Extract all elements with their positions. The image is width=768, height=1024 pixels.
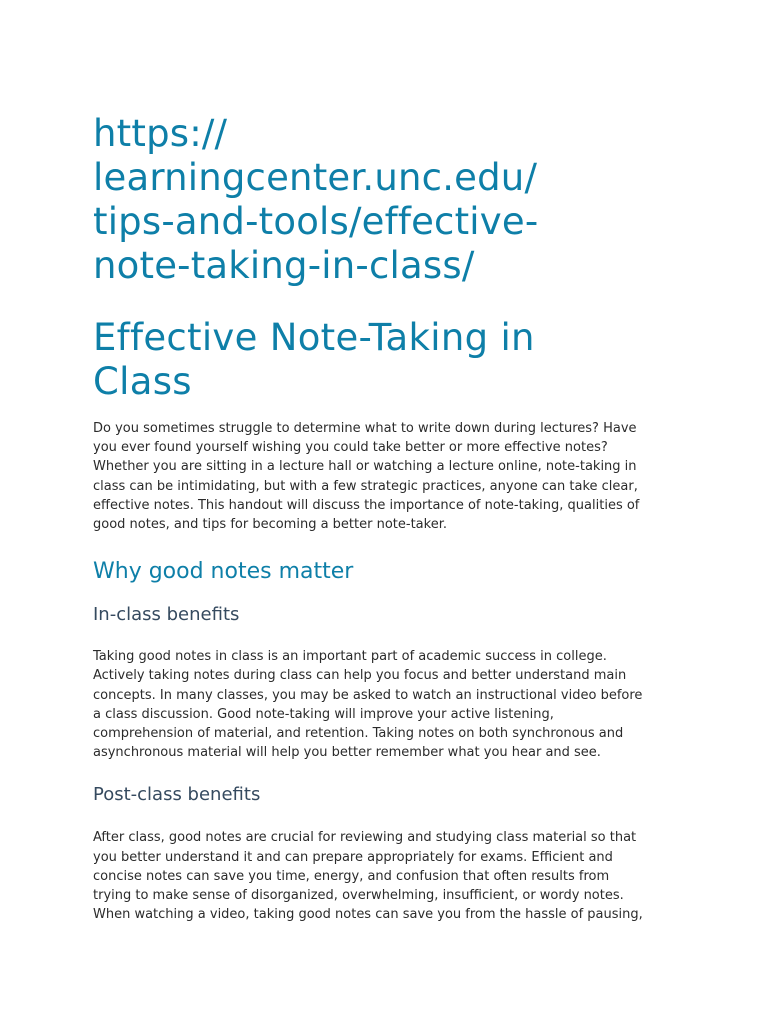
source-url-heading [93, 112, 683, 288]
text-line: When watching a video, taking good notes can save you from the hassle of pausing, [93, 907, 643, 923]
text-line: Whether you are sitting in a lecture hall or watching a lecture online, note-taking in [93, 459, 637, 475]
text-line: Taking good notes in class is an important part of academic success in college. [93, 649, 607, 665]
text-line: you ever found yourself wishing you could take better or more effective notes? [93, 440, 608, 456]
text-line: concise notes can save you time, energy, and confusion that often results from [93, 868, 610, 884]
subheading-in-class-benefits: In-class benefits [93, 604, 240, 626]
intro-paragraph [93, 419, 683, 534]
text-line: Do you sometimes struggle to determine what to write down during lectures? Have [93, 421, 637, 436]
text-line: concepts. In many classes, you may be asked to watch an instructional video before [93, 687, 643, 703]
url-line: learningcenter.unc.edu/ [93, 156, 538, 199]
text-line: effective notes. This handout will discuss the importance of note-taking, qualities of [93, 497, 640, 513]
title-line: Effective Note-Taking in [93, 316, 535, 359]
post-class-paragraph [93, 828, 683, 924]
page-title [93, 316, 683, 404]
title-line: Class [93, 360, 192, 403]
text-line: good notes, and tips for becoming a better note-taker. [93, 517, 447, 533]
url-line: note-taking-in-class/ [93, 244, 475, 287]
subheading-post-class-benefits: Post-class benefits [93, 784, 261, 806]
in-class-paragraph [93, 647, 683, 762]
text-line: asynchronous material will help you better remember what you hear and see. [93, 745, 601, 761]
text-line: class can be intimidating, but with a few strategic practices, anyone can take clear, [93, 478, 638, 494]
text-line: Actively taking notes during class can help you focus and better understand main [93, 668, 627, 684]
text-line: you better understand it and can prepare appropriately for exams. Efficient and [93, 849, 613, 865]
text-line: trying to make sense of disorganized, overwhelming, insufficient, or wordy notes. [93, 888, 624, 904]
section-heading-why-good-notes: Why good notes matter [93, 559, 354, 585]
document-page [93, 112, 683, 924]
url-line: tips-and-tools/effective- [93, 200, 539, 243]
url-line: https:// [93, 112, 228, 155]
text-line: comprehension of material, and retention. Taking notes on both synchronous and [93, 726, 624, 742]
text-line: After class, good notes are crucial for reviewing and studying class material so that [93, 830, 637, 846]
text-line: a class discussion. Good note-taking will improve your active listening, [93, 706, 554, 722]
